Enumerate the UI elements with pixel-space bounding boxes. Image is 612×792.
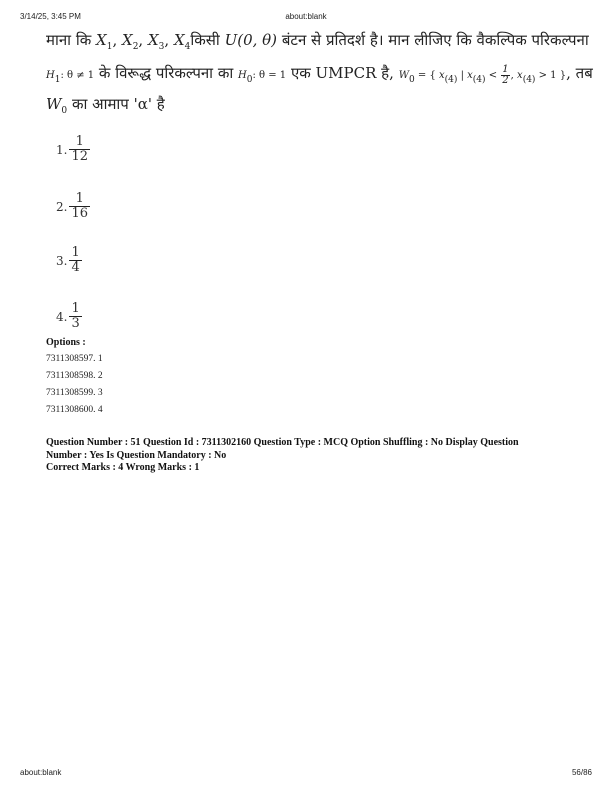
critical-region-symbol: $W_0$ [46, 95, 68, 116]
option-1[interactable]: 1. $\frac{1}{12}$ [56, 134, 88, 164]
alt-hypothesis: H1: θ ≠ 1 [46, 70, 95, 85]
fraction: $\frac{1}{2}$ [502, 64, 509, 86]
null-hypothesis: H0: θ = 1 [238, 70, 287, 85]
options-label: Options : [46, 337, 86, 348]
variable: $X_3$ [147, 31, 165, 52]
question-text: , तब [566, 64, 593, 82]
print-datetime: 3/14/25, 3:45 PM [20, 12, 81, 21]
question-text: के विरूद्ध परिकल्पना का [98, 64, 234, 82]
critical-region: W0 = { x(4) | x(4) < $\frac{1}{2}$ , x(4) > 1 } [398, 64, 567, 86]
question-text: माना कि [46, 31, 92, 49]
question-line-2 [46, 63, 593, 90]
option-id: 7311308597. 1 [46, 354, 103, 364]
question-text: किसी [190, 31, 220, 49]
option-id: 7311308598. 2 [46, 371, 103, 381]
option-3[interactable]: 3. $\frac{1}{4}$ [56, 245, 80, 275]
question-meta: Question Number : 51 Question Id : 7311302160 Question Type : MCQ Option Shuffling : No Display Question Number : Yes Is Question Mandatory : No Correct Marks : 4 Wrong Marks : 1 [46, 437, 519, 473]
question-text: का आमाप 'α' है [71, 95, 165, 113]
question-text: एक UMPCR है, [290, 64, 394, 82]
question-text: बंटन से प्रतिदर्श है। मान लीजिए कि वैकल्पिक परिकल्पना [281, 31, 589, 49]
variable: $X_2$ [122, 31, 139, 52]
question-line-3 [46, 94, 165, 121]
question-line-1: माना कि $X_1$, $X_2$, $X_3$, $X_4किसी$ U(0, θ) बंटन से प्रतिदर्श है। मान लीजिए कि वैकल्पिक परिकल्पना [46, 31, 589, 52]
option-2[interactable]: 2. $\frac{1}{16}$ [56, 191, 88, 221]
option-4[interactable]: 4. $\frac{1}{3}$ [56, 301, 80, 331]
page-number: 56/86 [571, 768, 592, 777]
option-id: 7311308599. 3 [46, 388, 103, 398]
option-fraction: $\frac{1}{3}$ [71, 301, 80, 331]
footer-url: about:blank [20, 768, 62, 777]
print-page-title: about:blank [285, 12, 327, 21]
variable: $X_1$ [96, 31, 113, 52]
option-id: 7311308600. 4 [46, 405, 103, 415]
option-fraction: $\frac{1}{12}$ [71, 134, 88, 164]
option-fraction: $\frac{1}{16}$ [71, 191, 88, 221]
variable: $X_4$ [173, 31, 191, 52]
option-fraction: $\frac{1}{4}$ [71, 245, 80, 275]
distribution: U(0, θ) [224, 31, 278, 49]
